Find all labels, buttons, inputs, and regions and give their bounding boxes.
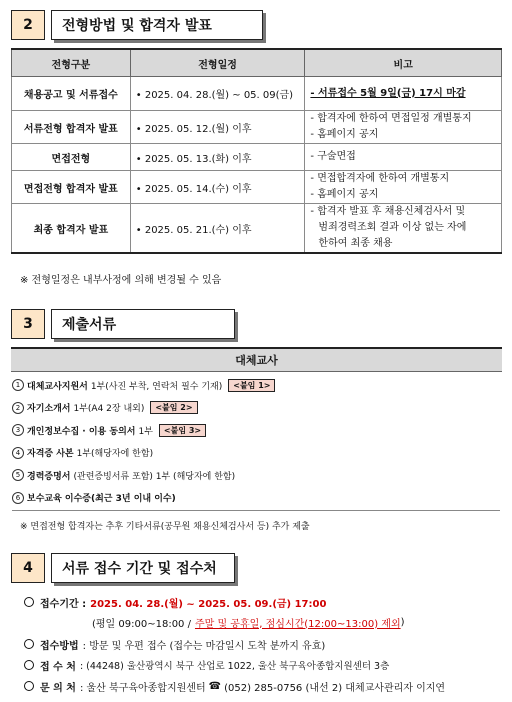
substitute-teacher-bar: 대체교사: [11, 347, 502, 372]
table-row: [12, 171, 502, 204]
stage-cell: 채용공고 및 서류접수: [12, 77, 131, 111]
method-label: 접수방법: [40, 640, 79, 652]
note-line: - 구술면접: [310, 151, 356, 162]
item-number: 5: [12, 469, 24, 481]
circle-bullet-icon: [24, 660, 34, 670]
stage-cell: 면접전형 합격자 발표: [12, 171, 131, 204]
contact-phone: (052) 285-0756 (내선 2) 대체교사관리자 이지연: [224, 682, 446, 694]
document-name: 개인정보수집 · 이용 동의서: [27, 426, 136, 437]
date-cell: • 2025. 05. 21.(수) 이후: [130, 204, 305, 254]
circle-bullet-icon: [24, 639, 34, 649]
document-list: [12, 374, 500, 511]
item-number: 2: [12, 402, 24, 414]
item-number: 4: [12, 447, 24, 459]
contact-row: [24, 677, 445, 695]
notes-cell: [305, 77, 502, 111]
notes-cell: [305, 171, 502, 204]
column-header: 전형구분: [12, 49, 131, 77]
place-value: : (44248) 울산광역시 북구 산업로 1022, 울산 북구육아종합지원센터 3층: [79, 661, 390, 672]
notes-cell: [305, 111, 502, 144]
hours-close: ): [400, 616, 405, 628]
note-line: 범죄경력조회 결과 이상 없는 자에: [318, 222, 467, 233]
document-detail: 1부: [138, 426, 153, 437]
table-header-row: [12, 49, 502, 77]
section-2-header: [11, 10, 263, 40]
phone-icon: ☎: [208, 680, 222, 692]
attachment-tag: <붙임 3>: [159, 424, 206, 437]
stage-cell: 면접전형: [12, 144, 131, 171]
section-title: 전형방법 및 합격자 발표: [51, 10, 263, 40]
period-label: 접수기간 :: [40, 598, 87, 610]
document-detail: 1부(사진 부착, 연락처 필수 기재): [90, 381, 223, 392]
note-line: - 합격자에 한하여 면접일정 개별통지: [310, 113, 472, 124]
table-row: [12, 111, 502, 144]
section-3-header: [11, 309, 235, 339]
date-cell: • 2025. 05. 13.(화) 이후: [130, 144, 305, 171]
stage-cell: 서류전형 합격자 발표: [12, 111, 131, 144]
document-name: 경력증명서: [27, 471, 71, 482]
note-line: - 홈페이지 공지: [310, 189, 379, 200]
section-4-header: [11, 553, 235, 583]
date-cell: • 2025. 05. 12.(월) 이후: [130, 111, 305, 144]
method-row: [24, 635, 325, 653]
hours-row: [92, 613, 405, 631]
schedule-table: [11, 48, 502, 254]
note-line: - 합격자 발표 후 채용신체검사서 및: [310, 206, 466, 217]
document-name: 보수교육 이수증(최근 3년 이내 이수): [27, 494, 176, 505]
place-label: 접 수 처: [40, 661, 76, 673]
item-number: 6: [12, 492, 24, 504]
section-number: 4: [11, 553, 45, 583]
notes-cell: [305, 204, 502, 254]
table-row: [12, 144, 502, 171]
note-line: - 면접합격자에 한하여 개별통지: [310, 173, 450, 184]
date-cell: • 2025. 04. 28.(월) ~ 05. 09(금): [130, 77, 305, 111]
section-number: 2: [11, 10, 45, 40]
section-title: 제출서류: [51, 309, 235, 339]
circle-bullet-icon: [24, 597, 34, 607]
hours-exclusion: 주말 및 공휴일, 점심시간(12:00~13:00) 제외: [194, 618, 401, 630]
document-detail: (관련증빙서류 포함) 1부 (해당자에 한함): [73, 471, 236, 482]
list-item: [12, 397, 500, 420]
document-name: 자기소개서: [27, 404, 71, 415]
table-row: [12, 77, 502, 111]
contact-value: : 울산 북구육아종합지원센터: [79, 682, 206, 694]
schedule-footnote: ※ 전형일정은 내부사정에 의해 변경될 수 있음: [20, 275, 222, 286]
section-number: 3: [11, 309, 45, 339]
document-name: 대체교사지원서: [27, 381, 88, 392]
document-detail: 1부(해당자에 한함): [76, 449, 154, 460]
column-header: 전형일정: [130, 49, 305, 77]
attachment-tag: <붙임 2>: [150, 401, 197, 414]
documents-footnote: ※ 면접전형 합격자는 추후 기타서류(공무원 채용신체검사서 등) 추가 제출: [20, 522, 310, 532]
period-row: [24, 593, 326, 611]
period-value: 2025. 04. 28.(월) ~ 2025. 05. 09.(금) 17:00: [90, 598, 327, 610]
section-title: 서류 접수 기간 및 접수처: [51, 553, 235, 583]
item-number: 3: [12, 424, 24, 436]
item-number: 1: [12, 379, 24, 391]
method-value: : 방문 및 우편 접수 (접수는 마감일시 도착 분까지 유효): [82, 640, 326, 652]
stage-cell: 최종 합격자 발표: [12, 204, 131, 254]
table-row: [12, 204, 502, 254]
note-line: - 홈페이지 공지: [310, 129, 379, 140]
notes-cell: [305, 144, 502, 171]
place-row: [24, 656, 389, 674]
hours-text: (평일 09:00~18:00 /: [92, 618, 191, 630]
circle-bullet-icon: [24, 681, 34, 691]
list-item: [12, 442, 500, 465]
date-cell: • 2025. 05. 14.(수) 이후: [130, 171, 305, 204]
contact-label: 문 의 처: [40, 682, 76, 694]
document-name: 자격증 사본: [27, 449, 74, 460]
note-line: - 서류접수 5월 9일(금) 17시 마감: [310, 87, 466, 99]
column-header: 비고: [305, 49, 502, 77]
list-item: [12, 419, 500, 442]
attachment-tag: <붙임 1>: [228, 379, 275, 392]
list-item: [12, 487, 500, 510]
list-item: [12, 464, 500, 487]
note-line: 한하여 최종 채용: [318, 238, 393, 249]
list-item: [12, 374, 500, 397]
document-detail: 1부(A4 2장 내외): [73, 404, 145, 415]
